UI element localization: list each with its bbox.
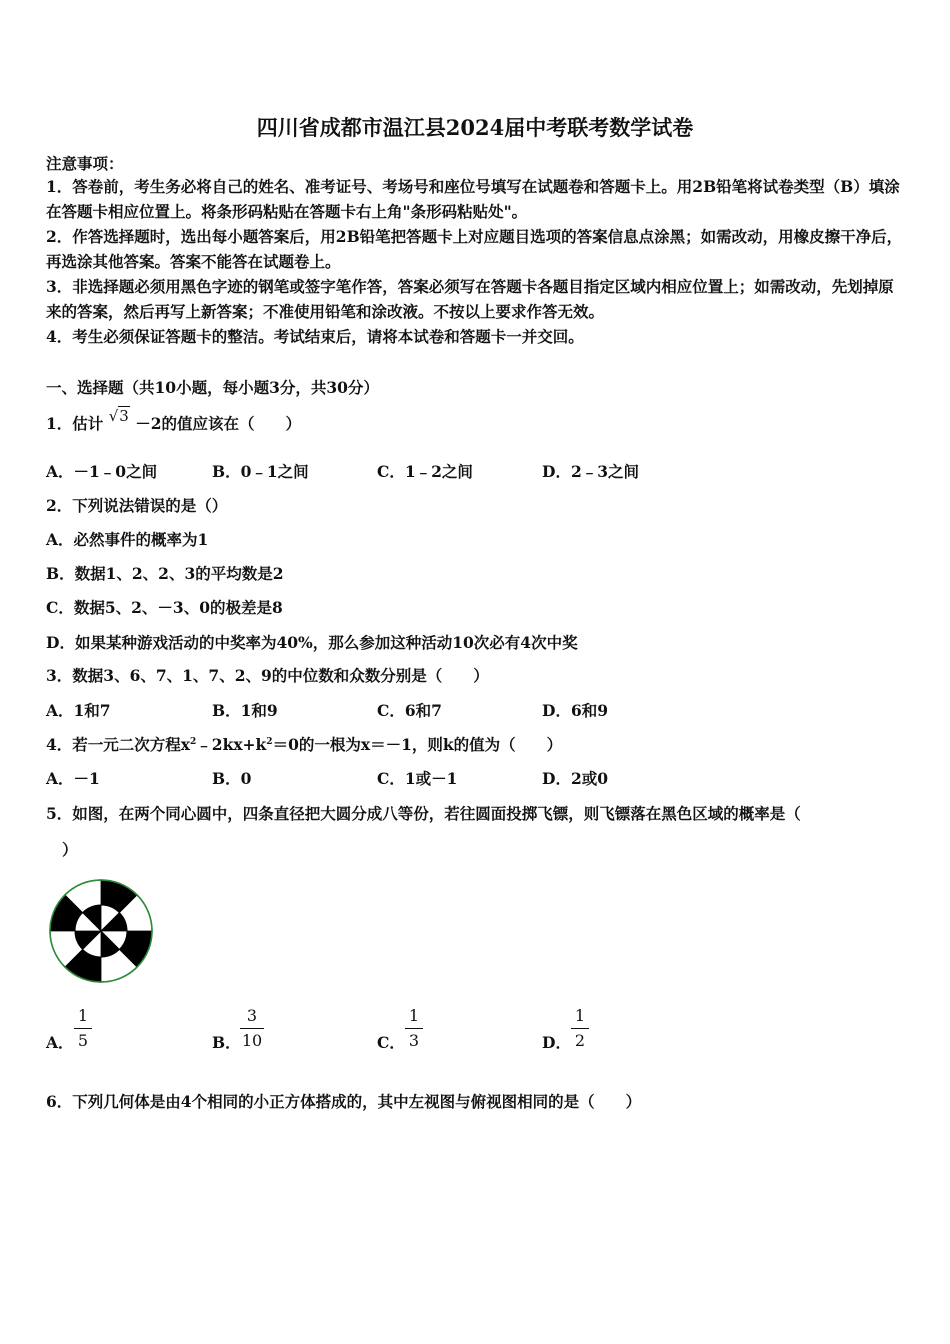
q1-suffix: －2的值应该在（ ） xyxy=(135,414,302,433)
q4-option-d: D．2或0 xyxy=(542,769,609,788)
q1-option-b: B．0﹣1之间 xyxy=(212,462,309,481)
fraction-denominator: 2 xyxy=(574,1031,586,1050)
fraction-bar xyxy=(405,1028,423,1029)
q2-option-c: C．数据5、2、－3、0的极差是8 xyxy=(46,598,283,617)
q3-option-b: B．1和9 xyxy=(212,701,278,720)
notice-item-1: 1．答卷前，考生务必将自己的姓名、准考证号、考场号和座位号填写在试题卷和答题卡上。用2B铅笔将试卷类型（B）填涂在答题卡相应位置上。将条形码粘贴在答题卡右上角"条形码粘贴处"。 xyxy=(46,177,900,221)
q4-option-a: A．－1 xyxy=(46,769,100,788)
concentric-circles-figure xyxy=(46,878,156,984)
q4-stem-part3: ＝0的一根为x＝－1，则k的值为（ ） xyxy=(272,735,563,754)
q5-option-c-label: C． xyxy=(377,1033,405,1052)
fraction-bar xyxy=(240,1028,264,1029)
question-5-end: ） xyxy=(62,840,78,859)
fraction-bar xyxy=(571,1028,589,1029)
fraction-denominator: 5 xyxy=(77,1031,89,1050)
fraction-numerator: 1 xyxy=(574,1006,586,1025)
q1-prefix: 1．估计 xyxy=(46,414,104,433)
q3-option-d: D．6和9 xyxy=(542,701,609,720)
fraction-denominator: 10 xyxy=(241,1031,263,1050)
fraction-numerator: 1 xyxy=(77,1006,89,1025)
q4-stem-part2: ﹣2kx+k xyxy=(196,735,267,754)
question-3: 3．数据3、6、7、1、7、2、9的中位数和众数分别是（ ） xyxy=(46,666,489,685)
notice-item-4: 4．考生必须保证答题卡的整洁。考试结束后，请将本试卷和答题卡一并交回。 xyxy=(46,327,584,346)
q5-option-b-fraction xyxy=(240,1006,264,1051)
q4-exponent-2: 2 xyxy=(266,736,273,747)
question-1 xyxy=(46,407,302,434)
section-heading: 一、选择题（共10小题，每小题3分，共30分） xyxy=(46,378,379,397)
q1-option-d: D．2﹣3之间 xyxy=(542,462,640,481)
question-2: 2．下列说法错误的是（） xyxy=(46,496,228,515)
q5-option-d-fraction xyxy=(571,1006,589,1051)
sqrt-radicand: 3 xyxy=(119,407,129,425)
question-5: 5．如图，在两个同心圆中，四条直径把大圆分成八等份，若往圆面投掷飞镖，则飞镖落在黑色区域的概率是（ xyxy=(46,804,801,823)
q5-option-a-label: A． xyxy=(46,1033,74,1052)
question-6: 6．下列几何体是由4个相同的小正方体搭成的，其中左视图与俯视图相同的是（ ） xyxy=(46,1092,642,1111)
notice-item-3: 3．非选择题必须用黑色字迹的钢笔或签字笔作答，答案必须写在答题卡各题目指定区域内相应位置上；如需改动，先划掉原来的答案，然后再写上新答案；不准使用铅笔和涂改液。不按以上要求作答无效。 xyxy=(46,277,894,321)
q4-option-c: C．1或－1 xyxy=(377,769,458,788)
q5-option-d-label: D． xyxy=(542,1033,571,1052)
q1-option-a: A．－1﹣0之间 xyxy=(46,462,158,481)
q2-option-a: A．必然事件的概率为1 xyxy=(46,530,209,549)
q1-option-c: C．1﹣2之间 xyxy=(377,462,473,481)
q4-exponent-1: 2 xyxy=(190,736,197,747)
question-4 xyxy=(46,733,562,755)
q5-option-b-label: B． xyxy=(212,1033,241,1052)
page-title: 四川省成都市温江县2024届中考联考数学试卷 xyxy=(256,115,694,140)
q3-option-a: A．1和7 xyxy=(46,701,111,720)
q4-stem-part1: 4．若一元二次方程x xyxy=(46,735,191,754)
sqrt-expression: √3 xyxy=(108,407,129,425)
fraction-numerator: 1 xyxy=(408,1006,420,1025)
q5-option-c-fraction xyxy=(405,1006,423,1051)
q4-option-b: B．0 xyxy=(212,769,252,788)
fraction-numerator: 3 xyxy=(246,1006,258,1025)
notice-heading: 注意事项： xyxy=(46,154,124,173)
q2-option-b: B．数据1、2、2、3的平均数是2 xyxy=(46,564,284,583)
q5-option-a-fraction xyxy=(74,1006,92,1051)
fraction-bar xyxy=(74,1028,92,1029)
q2-option-d: D．如果某种游戏活动的中奖率为40%，那么参加这种活动10次必有4次中奖 xyxy=(46,633,578,652)
q3-option-c: C．6和7 xyxy=(377,701,442,720)
fraction-denominator: 3 xyxy=(408,1031,420,1050)
notice-item-2: 2．作答选择题时，选出每小题答案后，用2B铅笔把答题卡上对应题目选项的答案信息点涂黑；如需改动，用橡皮擦干净后，再选涂其他答案。答案不能答在试题卷上。 xyxy=(46,227,903,271)
